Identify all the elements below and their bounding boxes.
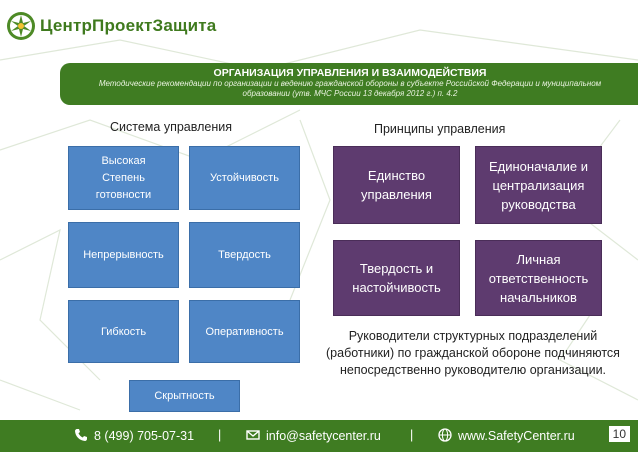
left-section-title: Система управления: [110, 120, 232, 134]
subordination-note: Руководители структурных подразделений (работники) по гражданской обороне подчиняются непосредственно руководителю организации.: [326, 329, 620, 377]
footer-separator-1: |: [218, 428, 222, 442]
logo[interactable]: [6, 10, 216, 42]
box-unity-of-management: Единство управления: [333, 146, 460, 224]
right-section-title: Принципы управления: [374, 122, 506, 136]
footer-email-text: info@safetycenter.ru: [266, 429, 381, 443]
page-number: 10: [609, 426, 630, 442]
banner-subtitle: Методические рекомендации по организации и ведению гражданской обороны в субъекте Российской Федерации и муниципальном образовании (утв. МЧС России 13 декабря 2012 г.) п. 4.2: [98, 79, 602, 98]
box-personal-responsibility: Личная ответственность начальников: [475, 240, 602, 316]
box-stability: Устойчивость: [189, 146, 300, 210]
banner-title: ОРГАНИЗАЦИЯ УПРАВЛЕНИЯ И ВЗАИМОДЕЙСТВИЯ: [213, 67, 487, 79]
footer-phone-text: 8 (499) 705-07-31: [94, 429, 195, 443]
logo-text: ЦентрПроектЗащита: [40, 16, 217, 35]
box-firmness-persistence: Твердость и настойчивость: [333, 240, 460, 316]
footer-website-text: www.SafetyCenter.ru: [458, 429, 575, 443]
footer-email[interactable]: [246, 428, 381, 443]
logo-star-icon: [6, 11, 36, 41]
box-flexibility: Гибкость: [68, 300, 179, 363]
mail-icon: [246, 428, 260, 442]
box-high-readiness: Высокая Степень готовности: [68, 146, 179, 210]
globe-icon: [438, 428, 452, 442]
footer-phone[interactable]: [74, 428, 194, 443]
phone-icon: [74, 428, 88, 442]
box-firmness: Твердость: [189, 222, 300, 288]
box-continuity: Непрерывность: [68, 222, 179, 288]
box-one-man-command: Единоначалие и централизация руководства: [475, 146, 602, 224]
title-banner: [60, 63, 638, 105]
footer-separator-2: |: [410, 428, 414, 442]
box-efficiency: Оперативность: [189, 300, 300, 363]
box-secrecy: Скрытность: [129, 380, 240, 412]
footer-website[interactable]: [438, 428, 575, 443]
footer-bar: [0, 420, 638, 452]
